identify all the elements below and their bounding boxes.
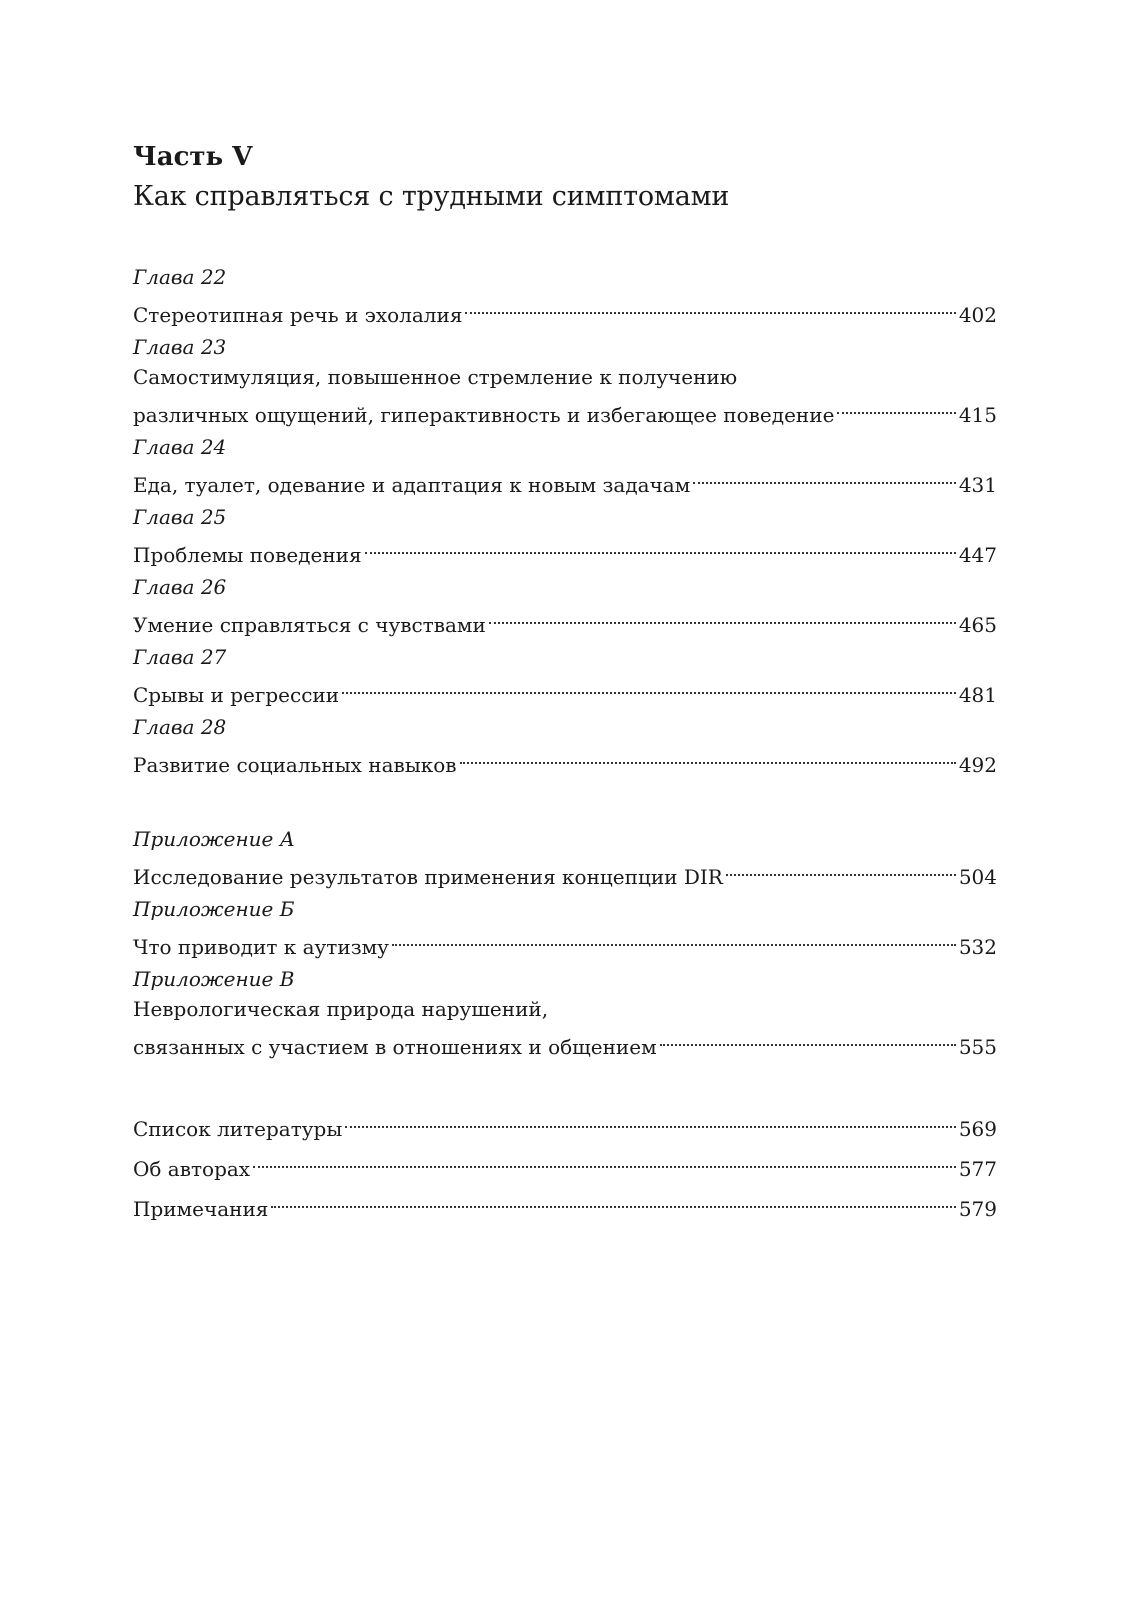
page-number: 555: [958, 1035, 997, 1059]
toc-entry-chapter-24[interactable]: [133, 432, 997, 497]
back-matter-title: Примечания: [133, 1197, 269, 1221]
chapter-title: Еда, туалет, одевание и адаптация к новым задачам: [133, 473, 691, 497]
toc-row[interactable]: [133, 672, 997, 707]
dot-leader: [253, 1146, 956, 1176]
chapter-label: Глава 28: [133, 715, 227, 739]
part-title: Как справляться с трудными симптомами: [133, 181, 730, 212]
chapter-title: Развитие социальных навыков: [133, 753, 457, 777]
table-of-contents-page: [133, 140, 997, 1221]
page-number: 569: [958, 1117, 997, 1141]
chapter-title: Проблемы поведения: [133, 543, 362, 567]
page-number: 492: [958, 753, 997, 777]
dot-leader: [726, 854, 956, 884]
chapter-label: Глава 25: [133, 505, 227, 529]
page-number: 579: [958, 1197, 997, 1221]
toc-row[interactable]: [133, 742, 997, 777]
chapter-title: Умение справляться с чувствами: [133, 613, 486, 637]
toc-entry-chapter-28[interactable]: [133, 712, 997, 777]
toc-row[interactable]: [133, 532, 997, 567]
toc-entry-chapter-23[interactable]: [133, 332, 997, 427]
toc-entry-references[interactable]: [133, 1106, 997, 1141]
dot-leader: [460, 742, 956, 772]
page-number: 481: [958, 683, 997, 707]
appendix-title-line: Неврологическая природа нарушений,: [133, 997, 549, 1021]
chapter-title-line: Самостимуляция, повышенное стремление к получению: [133, 365, 738, 389]
toc-entry-chapter-27[interactable]: [133, 642, 997, 707]
toc-row[interactable]: [133, 854, 997, 889]
toc-entry-appendix-a[interactable]: [133, 824, 997, 889]
dot-leader: [365, 532, 956, 562]
page-number: 402: [958, 303, 997, 327]
page-number: 447: [958, 543, 997, 567]
dot-leader: [392, 924, 956, 954]
toc-row[interactable]: [133, 392, 997, 427]
appendix-label: Приложение А: [133, 827, 295, 851]
page-number: 532: [958, 935, 997, 959]
chapter-title: различных ощущений, гиперактивность и избегающее поведение: [133, 403, 835, 427]
page-number: 431: [958, 473, 997, 497]
toc-entry-chapter-26[interactable]: [133, 572, 997, 637]
appendices-list: [133, 824, 997, 1059]
appendix-title: связанных с участием в отношениях и общением: [133, 1035, 657, 1059]
toc-row[interactable]: [133, 924, 997, 959]
chapters-list: [133, 262, 997, 777]
dot-leader: [837, 392, 955, 422]
appendix-title: Исследование результатов применения концепции DIR: [133, 865, 723, 889]
dot-leader: [342, 672, 956, 702]
toc-row[interactable]: [133, 602, 997, 637]
toc-entry-about-authors[interactable]: [133, 1146, 997, 1181]
dot-leader: [345, 1106, 956, 1136]
toc-row[interactable]: [133, 462, 997, 497]
toc-entry-appendix-b[interactable]: [133, 894, 997, 959]
appendix-title: Что приводит к аутизму: [133, 935, 389, 959]
dot-leader: [489, 602, 956, 632]
back-matter-title: Об авторах: [133, 1157, 251, 1181]
toc-entry-appendix-v[interactable]: [133, 964, 997, 1059]
chapter-title: Стереотипная речь и эхолалия: [133, 303, 463, 327]
chapter-label: Глава 22: [133, 265, 227, 289]
part-label: Часть V: [133, 142, 253, 172]
back-matter-title: Список литературы: [133, 1117, 343, 1141]
toc-entry-notes[interactable]: [133, 1186, 997, 1221]
toc-row[interactable]: [133, 1024, 997, 1059]
chapter-label: Глава 26: [133, 575, 227, 599]
toc-entry-chapter-22[interactable]: [133, 262, 997, 327]
appendix-label: Приложение Б: [133, 897, 295, 921]
dot-leader: [660, 1024, 956, 1054]
chapter-label: Глава 27: [133, 645, 227, 669]
page-number: 577: [958, 1157, 997, 1181]
appendix-label: Приложение В: [133, 967, 295, 991]
toc-entry-chapter-25[interactable]: [133, 502, 997, 567]
toc-row[interactable]: [133, 292, 997, 327]
dot-leader: [465, 292, 955, 322]
page-number: 415: [958, 403, 997, 427]
page-number: 504: [958, 865, 997, 889]
dot-leader: [271, 1186, 955, 1216]
chapter-label: Глава 23: [133, 335, 227, 359]
dot-leader: [693, 462, 956, 492]
chapter-title: Срывы и регрессии: [133, 683, 340, 707]
chapter-label: Глава 24: [133, 435, 227, 459]
page-number: 465: [958, 613, 997, 637]
back-matter-list: [133, 1106, 997, 1221]
